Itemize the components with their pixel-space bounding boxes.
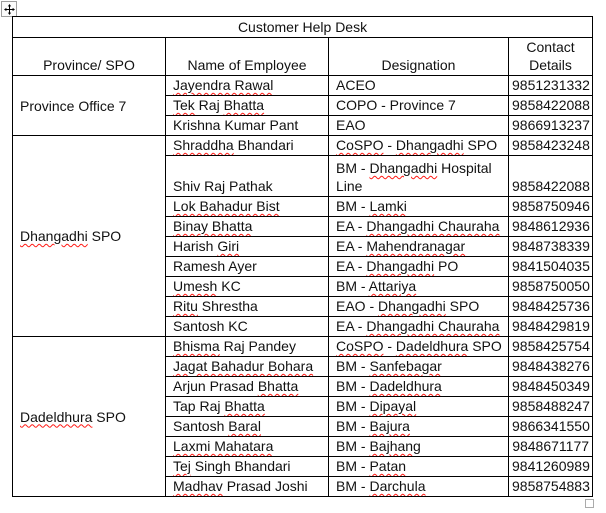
misspelled-word: Binay Bhatta [173, 218, 253, 234]
text-segment: Harish [173, 238, 218, 254]
misspelled-word: Darchula [369, 478, 426, 494]
misspelled-word: Dhangadhi Chauraha [366, 218, 500, 234]
header-row [13, 38, 593, 76]
cell-employee-name[interactable] [166, 337, 329, 357]
text-segment: EAO [336, 117, 366, 133]
cell-province[interactable] [13, 337, 166, 497]
header-designation[interactable]: Designation [329, 38, 509, 76]
misspelled-word: CoSPO [336, 137, 384, 153]
cell-employee-name[interactable] [166, 297, 329, 317]
header-name-of-employee[interactable]: Name of Employee [166, 38, 329, 76]
misspelled-word: Bajhang [369, 438, 421, 454]
text-segment: Raj Pandey [219, 338, 296, 354]
cell-province[interactable] [13, 136, 166, 337]
text-segment: Tap Raj [173, 398, 225, 414]
cell-contact-number[interactable]: 9858425754 [509, 337, 593, 357]
misspelled-word: Bhatta [224, 398, 265, 414]
misspelled-word: Umesh [173, 278, 218, 294]
misspelled-word: Baral [228, 418, 261, 434]
cell-designation[interactable] [329, 317, 509, 337]
text-segment: Santosh KC [173, 318, 248, 334]
cell-contact-number[interactable]: 9848438276 [509, 357, 593, 377]
cell-employee-name[interactable] [166, 277, 329, 297]
cell-employee-name[interactable] [166, 237, 329, 257]
misspelled-word: Dhangadhi Chauraha [366, 318, 500, 334]
text-segment: Hospital Line [336, 160, 492, 194]
misspelled-word: Laxmi Mahatara [173, 438, 274, 454]
text-segment: Krishna Kumar Pant [173, 117, 299, 133]
text-segment: BM - [336, 378, 370, 394]
table-resize-handle[interactable] [585, 499, 594, 508]
misspelled-word: Dhangadhi [369, 160, 438, 176]
table-row [13, 136, 593, 156]
misspelled-word: Giri [217, 238, 240, 254]
cell-province[interactable] [13, 76, 166, 136]
cell-employee-name[interactable] [166, 397, 329, 417]
text-segment: ACEO [336, 77, 376, 93]
cell-contact-number[interactable]: 9841504035 [509, 257, 593, 277]
cell-contact-number[interactable]: 9858423248 [509, 136, 593, 156]
cell-designation[interactable] [329, 477, 509, 497]
cell-designation[interactable] [329, 297, 509, 317]
text-segment: BM - [336, 398, 370, 414]
customer-help-desk-table [12, 16, 593, 497]
misspelled-word: Bhatta [223, 97, 265, 113]
misspelled-word: Tek [173, 97, 195, 113]
cell-employee-name[interactable] [166, 197, 329, 217]
misspelled-word: Dadeldhura [20, 408, 93, 425]
cell-designation[interactable] [329, 237, 509, 257]
text-segment: - [383, 137, 396, 153]
cell-designation[interactable] [329, 277, 509, 297]
misspelled-word: Dadeldhura [395, 338, 469, 354]
text-segment: Ramesh Ayer [173, 258, 257, 274]
text-segment: EA - [336, 318, 367, 334]
text-segment: KC [217, 278, 241, 294]
cell-employee-name[interactable] [166, 116, 329, 136]
misspelled-word: Dhangadhi [366, 258, 435, 274]
cell-designation[interactable] [329, 136, 509, 156]
text-segment: BM - [336, 438, 370, 454]
misspelled-word: Jagat Bahadur Bohara [173, 358, 314, 374]
misspelled-word: Dipayal [369, 398, 417, 414]
table-row [13, 76, 593, 96]
cell-designation[interactable] [329, 197, 509, 217]
text-segment: SPO [463, 137, 498, 153]
misspelled-word: Lok Bahadur Bist [173, 198, 280, 214]
cell-contact-number[interactable]: 9848450349 [509, 377, 593, 397]
table-title[interactable]: Customer Help Desk [13, 17, 593, 38]
cell-designation[interactable] [329, 357, 509, 377]
text-segment: BM - [336, 198, 370, 214]
header-province-spo[interactable]: Province/ SPO [13, 38, 166, 76]
misspelled-word: Dhangadhi [395, 137, 464, 153]
misspelled-word: Jayendra Rawal [173, 77, 274, 93]
cell-designation[interactable] [329, 417, 509, 437]
cell-employee-name[interactable] [166, 477, 329, 497]
cell-designation[interactable] [329, 96, 509, 116]
misspelled-word: Lamki [369, 198, 407, 214]
misspelled-word: Mahendranagar [366, 238, 466, 254]
cell-contact-number[interactable]: 9858422088 [509, 96, 593, 116]
text-segment: Prasad Joshi [222, 478, 308, 494]
cell-employee-name[interactable] [166, 257, 329, 277]
text-segment: Province Office 7 [20, 97, 127, 114]
cell-contact-number[interactable]: 9858750946 [509, 197, 593, 217]
text-segment: BM - [336, 458, 370, 474]
cell-contact-number[interactable]: 9858488247 [509, 397, 593, 417]
text-segment: Singh Bhandari [190, 458, 291, 474]
text-segment: Arjun Prasad [173, 378, 258, 394]
cell-employee-name[interactable] [166, 317, 329, 337]
cell-designation[interactable] [329, 377, 509, 397]
text-segment: SPO [92, 408, 126, 425]
text-segment: BM - [336, 418, 370, 434]
text-segment: EA - [336, 218, 367, 234]
cell-contact-number[interactable]: 9848738339 [509, 237, 593, 257]
cell-designation[interactable] [329, 76, 509, 96]
cell-employee-name[interactable] [166, 136, 329, 156]
cell-employee-name[interactable] [166, 156, 329, 197]
cell-contact-number[interactable]: 9848425736 [509, 297, 593, 317]
cell-contact-number[interactable]: 9858422088 [509, 156, 593, 197]
cell-contact-number[interactable]: 9841260989 [509, 457, 593, 477]
cell-contact-number[interactable]: 9851231332 [509, 76, 593, 96]
misspelled-word: Shraddha [173, 137, 234, 153]
text-segment: EA - [336, 238, 367, 254]
text-segment: SPO [445, 298, 480, 314]
text-segment: COPO - Province 7 [336, 97, 456, 113]
misspelled-word: Dhangadhi [378, 298, 446, 314]
cell-employee-name[interactable] [166, 217, 329, 237]
misspelled-word: Dhangadhi [20, 228, 88, 244]
misspelled-word: Madhav [173, 478, 223, 494]
title-row [13, 17, 593, 38]
cell-contact-number[interactable]: 9848429819 [509, 317, 593, 337]
text-segment: Santosh [173, 418, 229, 434]
cell-employee-name[interactable] [166, 76, 329, 96]
header-contact-details[interactable]: Contact Details [509, 38, 593, 76]
text-segment: BM - [336, 278, 369, 294]
cell-designation[interactable] [329, 257, 509, 277]
text-segment: Shiv Raj Pathak [173, 178, 273, 194]
cell-designation[interactable] [329, 116, 509, 136]
cell-contact-number[interactable]: 9848671177 [509, 437, 593, 457]
cell-designation[interactable] [329, 397, 509, 417]
misspelled-word: Ritu [173, 298, 198, 314]
table-row [13, 337, 593, 357]
text-segment: BM - [336, 160, 370, 176]
text-segment: Bhandari [233, 137, 294, 153]
misspelled-word: Bhisma [173, 338, 220, 354]
text-segment: SPO [468, 338, 502, 354]
cell-designation[interactable] [329, 457, 509, 477]
misspelled-word: Dadeldhura [369, 378, 442, 394]
text-segment: EA - [336, 258, 367, 274]
cell-contact-number[interactable]: 9858750050 [509, 277, 593, 297]
misspelled-word: Bhatta [257, 378, 299, 394]
misspelled-word: Tej [173, 458, 191, 474]
cell-employee-name[interactable] [166, 457, 329, 477]
text-segment: EAO - [336, 298, 379, 314]
cell-contact-number[interactable]: 9858754883 [509, 477, 593, 497]
cell-contact-number[interactable]: 9866913237 [509, 116, 593, 136]
cell-designation[interactable] [329, 156, 509, 197]
cell-employee-name[interactable] [166, 377, 329, 397]
text-segment: SPO [87, 228, 122, 244]
table-body [13, 76, 593, 497]
text-segment: BM - [336, 478, 370, 494]
text-segment: Shrestha [197, 298, 258, 314]
table-move-handle[interactable] [1, 1, 17, 17]
cell-designation[interactable] [329, 437, 509, 457]
cell-contact-number[interactable]: 9866341550 [509, 417, 593, 437]
table-move-icon [4, 4, 15, 15]
text-segment: - [383, 338, 396, 354]
misspelled-word: Attariya [368, 278, 417, 294]
text-segment: Raj [194, 97, 224, 113]
misspelled-word: Patan [369, 458, 407, 474]
cell-designation[interactable] [329, 217, 509, 237]
cell-contact-number[interactable]: 9848612936 [509, 217, 593, 237]
misspelled-word: Sanfebagar [369, 358, 442, 374]
text-segment: PO [434, 258, 459, 274]
misspelled-word: Bajura [369, 418, 410, 434]
cell-employee-name[interactable] [166, 437, 329, 457]
cell-employee-name[interactable] [166, 417, 329, 437]
cell-employee-name[interactable] [166, 96, 329, 116]
text-segment: BM - [336, 358, 370, 374]
misspelled-word: CoSPO [336, 338, 384, 354]
cell-designation[interactable] [329, 337, 509, 357]
cell-employee-name[interactable] [166, 357, 329, 377]
